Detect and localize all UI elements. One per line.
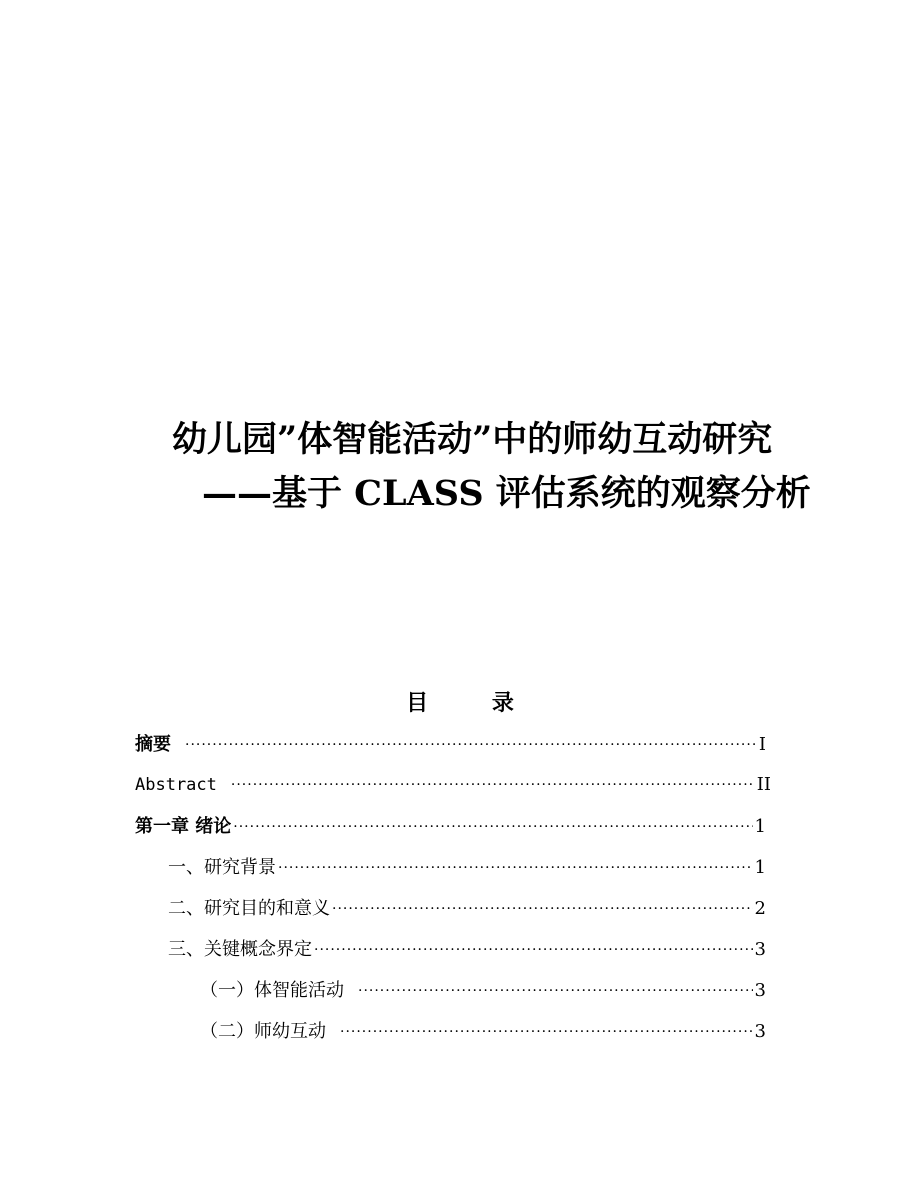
toc-entry-page: I [758, 734, 766, 755]
toc-entry-page: 1 [754, 816, 766, 837]
toc-entry-abstract-en[interactable] [135, 768, 771, 802]
toc-entry-label: 一、研究背景 [168, 857, 276, 878]
toc-dot-leader [231, 768, 755, 802]
toc-entry-page: 3 [754, 939, 766, 960]
toc-entry-page: 2 [754, 898, 766, 919]
toc-dot-leader [340, 1015, 753, 1049]
toc-entry-section-2[interactable] [168, 892, 766, 926]
toc-entry-label: （一）体智能活动 [200, 980, 344, 1001]
toc-dot-leader [233, 810, 752, 844]
toc-entry-abstract-cn[interactable] [135, 728, 766, 762]
title-line-main: 幼儿园”体智能活动”中的师幼互动研究 [172, 419, 773, 460]
toc-entry-subsection-2[interactable] [200, 1015, 766, 1049]
toc-entry-label: 二、研究目的和意义 [168, 898, 330, 919]
toc-entry-label: （二）师幼互动 [200, 1021, 326, 1042]
toc-dot-leader [358, 974, 753, 1008]
toc-dot-leader [278, 851, 753, 885]
toc-dot-leader [314, 933, 753, 967]
toc-entry-subsection-1[interactable] [200, 974, 766, 1008]
title-line-subtitle: ——基于 CLASS 评估系统的观察分析 [202, 473, 811, 514]
toc-entry-label: 三、关键概念界定 [168, 939, 312, 960]
toc-entry-label: 第一章 绪论 [135, 816, 232, 837]
toc-dot-leader [185, 728, 757, 762]
toc-entry-section-3[interactable] [168, 933, 766, 967]
toc-entry-page: 3 [754, 980, 766, 1001]
toc-entry-chapter-1[interactable] [135, 810, 766, 844]
toc-entry-section-1[interactable] [168, 851, 766, 885]
toc-entry-page: II [756, 774, 771, 795]
toc-dot-leader [332, 892, 753, 926]
toc-entry-page: 1 [754, 857, 766, 878]
toc-entry-label: Abstract [135, 775, 217, 795]
toc-heading: 目 录 [406, 690, 542, 716]
toc-entry-label: 摘要 [135, 734, 171, 755]
toc-entry-page: 3 [754, 1021, 766, 1042]
